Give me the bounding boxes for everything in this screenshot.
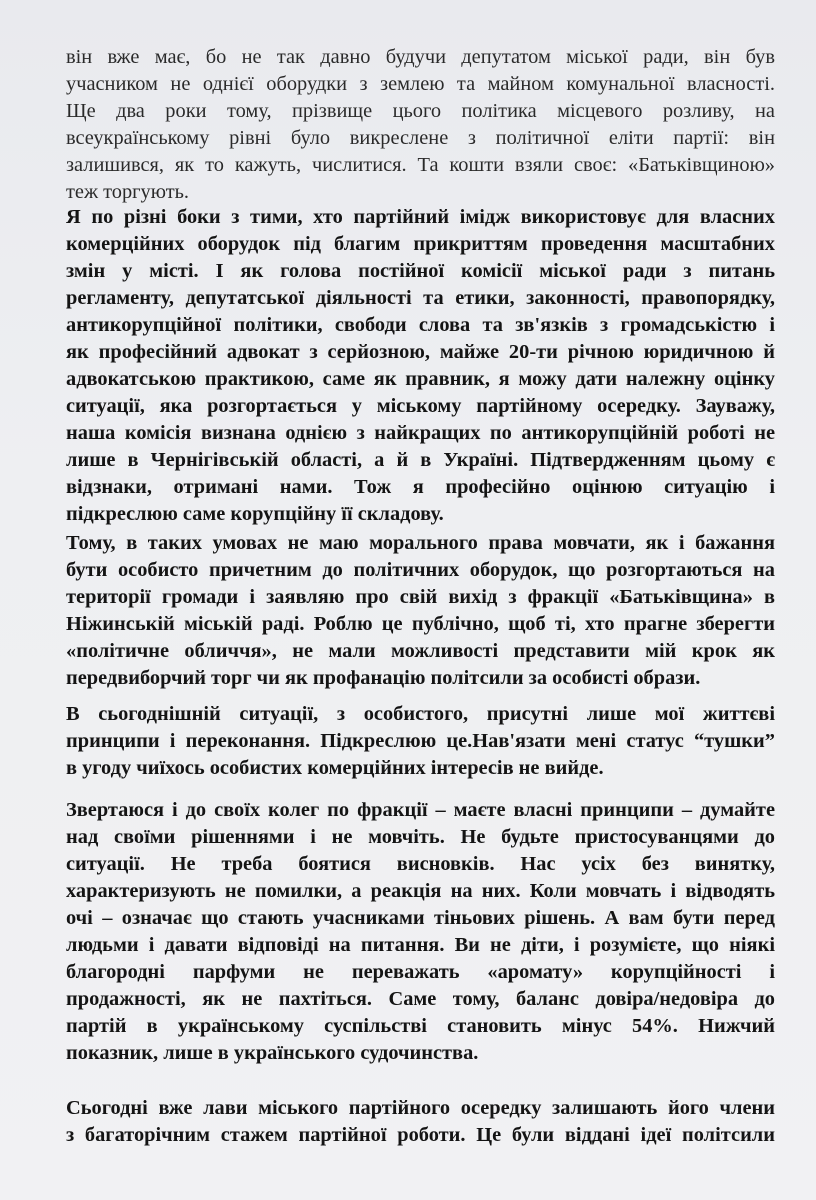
text-line: залишився, як то кажуть, числитися. Та кошти взяли своє: «Батьківщиною» [66,154,775,176]
text-line: учасником не однієї оборудки з землею та майном комунальної власності. [66,73,775,95]
text-line: Я по різні боки з тими, хто партійний імідж використовує для власних [66,206,775,228]
text-line: Сьогодні вже лави міського партійного осередку залишають його члени [66,1097,775,1119]
text-line: теж торгують. [66,181,190,203]
text-line: передвиборчий торг чи як профанацію політсили за особисті образи. [66,667,701,689]
text-line: як професійний адвокат з серйозною, майже 20-ти річною юридичною й [66,341,775,363]
text-line: людьми і давати відповіді на питання. Ви не діти, і розумієте, що ніякі [66,934,775,956]
text-line: благородні парфуми не переважать «аромату» корупційності і [66,961,775,983]
paragraph-3 [66,530,775,692]
text-line: очі – означає що стають учасниками тіньових рішень. А вам бути перед [66,907,775,929]
text-line: змін у місті. І як голова постійної комісії міської ради з питань [66,260,775,282]
text-line: бути особисто причетним до політичних оборудок, що розгортаються на [66,559,775,581]
text-line: принципи і переконання. Підкреслюю це.Нав'язати мені статус “тушки” [66,730,775,752]
text-line: «політичне обличчя», не мали можливості представити мій крок як [66,640,775,662]
paragraph-2 [66,204,775,528]
text-line: він вже має, бо не так давно будучи депутатом міської ради, він був [66,46,775,68]
paragraph-1 [66,44,775,206]
text-line: території громади і заявляю про свій вихід з фракції «Батьківщина» в [66,586,775,608]
text-line: Тому, в таких умовах не маю морального права мовчати, як і бажання [66,532,775,554]
text-line: Ще два роки тому, прізвище цього політика місцевого розливу, на [66,100,775,122]
text-line: в угоду чиїхось особистих комерційних інтересів не вийде. [66,757,604,779]
text-line: показник, лише в українського судочинства. [66,1042,479,1064]
text-line: наша комісія визнана однією з найкращих по антикорупційній роботі не [66,422,775,444]
text-line: підкреслюю саме корупційну її складову. [66,503,444,525]
text-line: партій в українському суспільстві становить мінус 54%. Нижчий [66,1015,775,1037]
text-line: Звертаюся і до своїх колег по фракції – маєте власні принципи – думайте [66,799,775,821]
paragraph-6 [66,1095,775,1149]
text-line: над своїми рішеннями і не мовчіть. Не будьте пристосуванцями до [66,826,775,848]
paragraph-4 [66,701,775,782]
text-line: Ніжинській міській раді. Роблю це публічно, щоб ті, хто прагне зберегти [66,613,775,635]
text-line: регламенту, депутатської діяльності та етики, законності, правопорядку, [66,287,775,309]
text-line: з багаторічним стажем партійної роботи. Це були віддані ідеї політсили [66,1124,775,1146]
text-line: адвокатською практикою, саме як правник, я можу дати належну оцінку [66,368,775,390]
text-line: ситуації. Не треба боятися висновків. Нас усіх без винятку, [66,853,775,875]
text-line: ситуації, яка розгортається у міському партійному осередку. Зауважу, [66,395,775,417]
text-line: продажності, як не пахтіться. Саме тому, баланс довіра/недовіра до [66,988,775,1010]
text-line: комерційних оборудок під благим прикриттям проведення масштабних [66,233,775,255]
text-line: антикорупційної політики, свободи слова та зв'язків з громадськістю і [66,314,775,336]
text-line: всеукраїнському рівні було викреслене з політичної еліти партії: він [66,127,775,149]
text-line: В сьогоднішній ситуації, з особистого, присутні лише мої життєві [66,703,775,725]
text-line: характеризують не помилки, а реакція на них. Коли мовчать і відводять [66,880,775,902]
text-line: лише в Чернігівській області, а й в Україні. Підтвердженням цьому є [66,449,775,471]
text-line: відзнаки, отримані нами. Тож я професійно оцінюю ситуацію і [66,476,775,498]
paragraph-5 [66,797,775,1067]
